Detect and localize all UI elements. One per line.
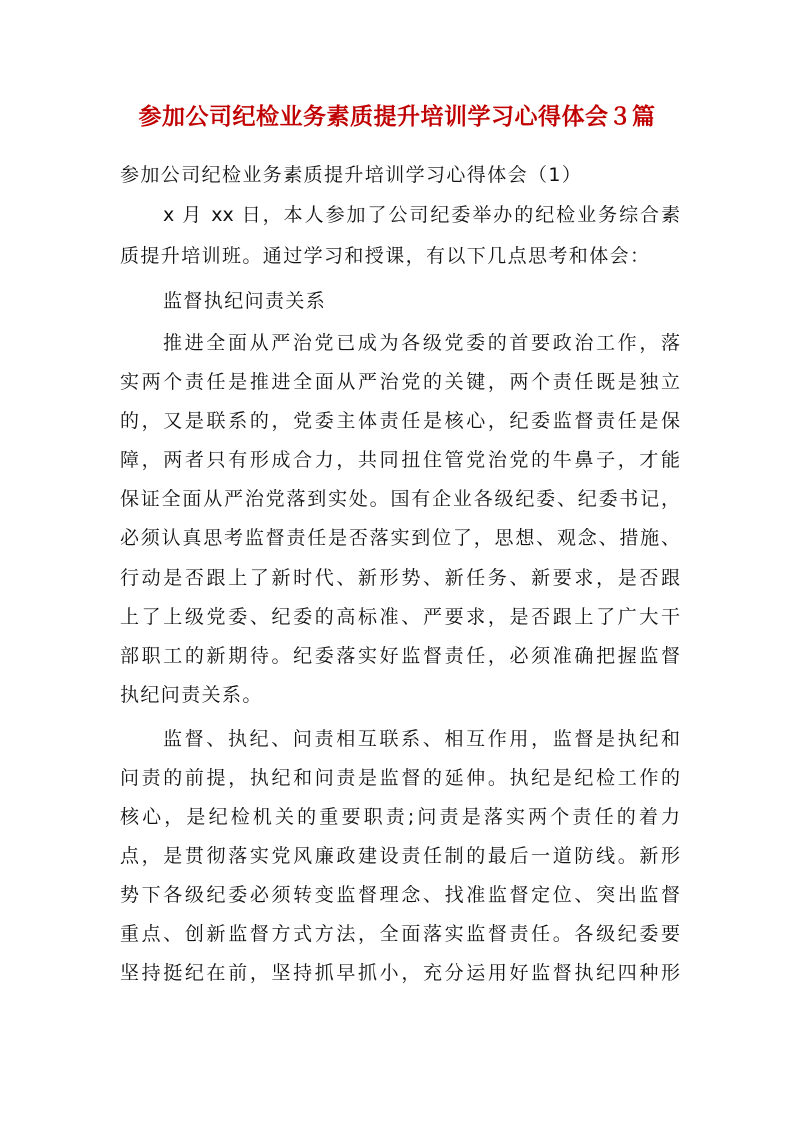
paragraph-line: 监督、执纪、问责相互联系、相互作用，监督是执纪和 [163, 728, 680, 750]
paragraph-line: 点，是贯彻落实党风廉政建设责任制的最后一道防线。新形 [120, 845, 680, 867]
paragraph-line: 保证全面从严治党落到实处。国有企业各级纪委、纪委书记， [120, 488, 680, 510]
section-heading: 监督执纪问责关系 [163, 290, 327, 312]
paragraph-line: 必须认真思考监督责任是否落实到位了，思想、观念、措施、 [120, 527, 680, 549]
paragraph-line: 推进全面从严治党已成为各级党委的首要政治工作，落 [163, 332, 680, 354]
paragraph-line: 上了上级党委、纪委的高标准、严要求，是否跟上了广大干 [120, 606, 680, 628]
paragraph-line: 部职工的新期待。纪委落实好监督责任，必须准确把握监督 [120, 645, 680, 667]
section-subtitle: 参加公司纪检业务素质提升培训学习心得体会（1） [120, 164, 583, 186]
paragraph-line: 实两个责任是推进全面从严治党的关键，两个责任既是独立 [120, 371, 680, 393]
paragraph-line: 坚持挺纪在前，坚持抓早抓小，充分运用好监督执纪四种形 [120, 962, 680, 984]
document-title: 参加公司纪检业务素质提升培训学习心得体会３篇 [138, 103, 656, 130]
paragraph-line: 障，两者只有形成合力，共同扭住管党治党的牛鼻子，才能 [120, 449, 680, 471]
paragraph-line: 核心，是纪检机关的重要职责;问责是落实两个责任的着力 [120, 806, 680, 828]
paragraph-line: 的，又是联系的，党委主体责任是核心，纪委监督责任是保 [120, 410, 680, 432]
paragraph-line: 执纪问责关系。 [120, 684, 263, 706]
paragraph-line: x 月 xx 日，本人参加了公司纪委举办的纪检业务综合素 [163, 204, 680, 226]
paragraph-line: 问责的前提，执纪和问责是监督的延伸。执纪是纪检工作的 [120, 767, 680, 789]
paragraph-line: 行动是否跟上了新时代、新形势、新任务、新要求，是否跟 [120, 567, 680, 589]
paragraph-line: 重点、创新监督方式方法，全面落实监督责任。各级纪委要 [120, 923, 680, 945]
paragraph-line: 质提升培训班。通过学习和授课，有以下几点思考和体会： [120, 245, 651, 267]
paragraph-line: 势下各级纪委必须转变监督理念、找准监督定位、突出监督 [120, 884, 680, 906]
